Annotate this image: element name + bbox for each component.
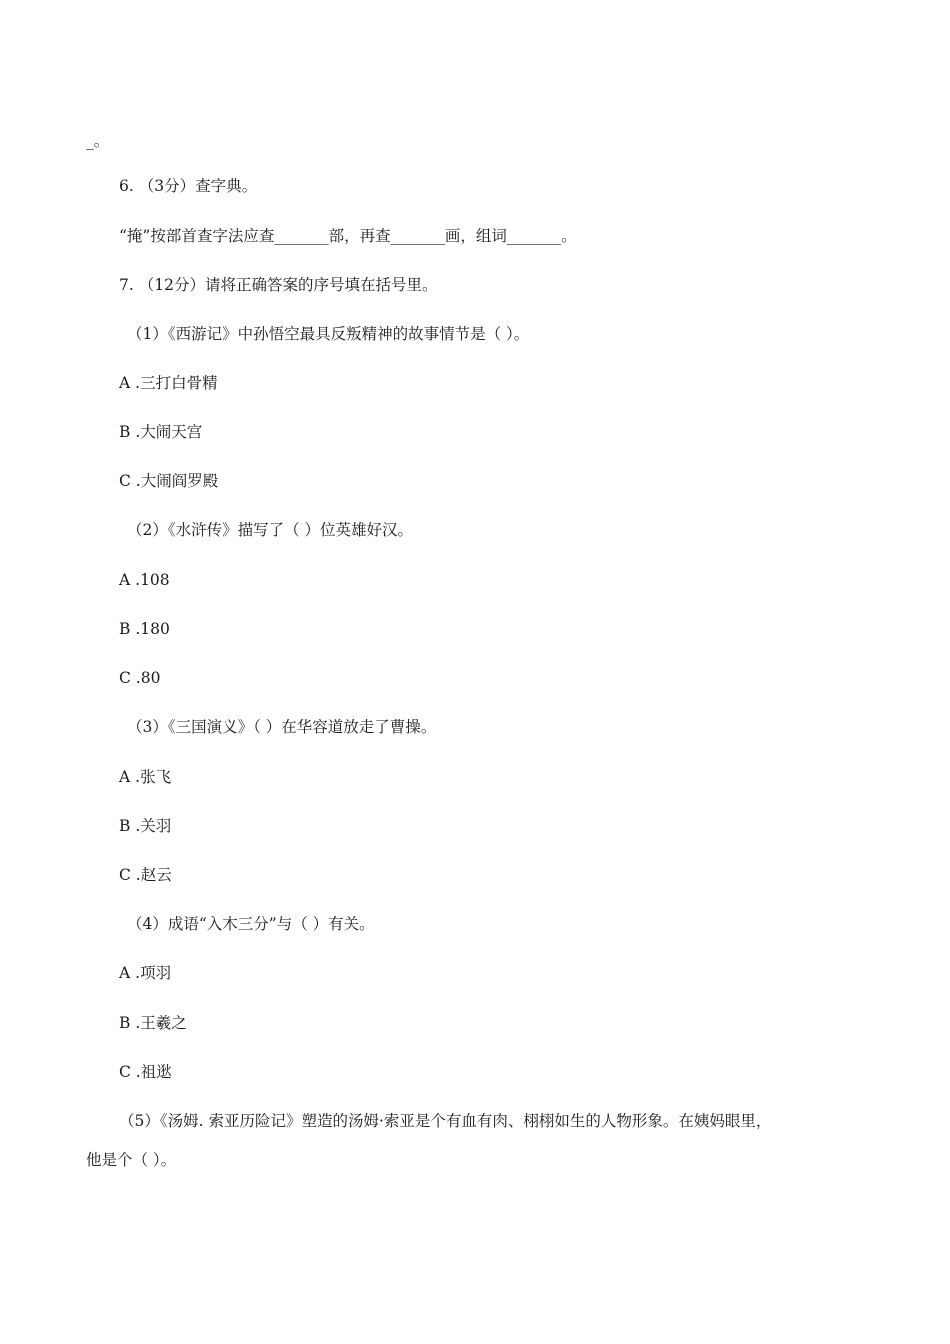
question-6-body: “掩”按部首查字法应查_______部，再查_______画，组词_______。: [119, 227, 577, 245]
option-text: 80: [140, 669, 161, 687]
option-letter: B .: [119, 423, 141, 441]
q7-part1-option-a: [119, 373, 218, 393]
option-letter: B .: [119, 620, 141, 638]
option-letter: C .: [119, 866, 141, 884]
q7-part5-stem-line2: 他是个（ ）。: [86, 1151, 177, 1169]
option-letter: A .: [119, 768, 141, 786]
option-text: 祖逖: [140, 1063, 172, 1081]
option-text: 张飞: [140, 768, 172, 786]
previous-question-fragment: _。: [86, 132, 110, 150]
option-letter: C .: [119, 1063, 141, 1081]
q7-part2-option-a: [119, 570, 170, 590]
option-text: 赵云: [140, 866, 172, 884]
option-text: 项羽: [140, 964, 172, 982]
question-7-header: 7. （12分）请将正确答案的序号填在括号里。: [119, 276, 438, 294]
q7-part1-option-b: [119, 422, 202, 442]
option-text: 大闹天宫: [140, 423, 203, 441]
q7-part4-stem: （4）成语“入木三分”与（ ）有关。: [127, 915, 375, 933]
q7-part4-option-b: [119, 1013, 187, 1033]
q7-part1-option-c: [119, 471, 218, 491]
option-letter: C .: [119, 472, 141, 490]
option-letter: B .: [119, 817, 141, 835]
q7-part3-option-c: [119, 865, 172, 885]
q7-part2-option-c: [119, 668, 160, 688]
q7-part4-option-a: [119, 963, 171, 983]
option-text: 关羽: [140, 817, 172, 835]
option-letter: A .: [119, 964, 141, 982]
q7-part3-option-a: [119, 767, 171, 787]
question-6-header: 6. （3分）查字典。: [119, 177, 258, 195]
q7-part2-stem: （2）《水浒传》描写了（ ）位英雄好汉。: [127, 521, 414, 539]
q7-part3-stem: （3）《三国演义》（ ）在华容道放走了曹操。: [127, 718, 437, 736]
q7-part2-option-b: [119, 619, 170, 639]
option-text: 三打白骨精: [140, 374, 218, 392]
option-text: 108: [140, 571, 170, 589]
option-letter: A .: [119, 374, 141, 392]
q7-part3-option-b: [119, 816, 171, 836]
option-text: 180: [140, 620, 170, 638]
option-letter: A .: [119, 571, 141, 589]
q7-part1-stem: （1）《西游记》中孙悟空最具反叛精神的故事情节是（ ）。: [127, 325, 530, 343]
option-text: 王羲之: [140, 1014, 187, 1032]
option-letter: C .: [119, 669, 141, 687]
q7-part4-option-c: [119, 1062, 172, 1082]
q7-part5-stem-line1: （5）《汤姆. 索亚历险记》塑造的汤姆·索亚是个有血有肉、栩栩如生的人物形象。在姨妈眼里，: [119, 1112, 772, 1130]
option-text: 大闹阎罗殿: [140, 472, 219, 490]
option-letter: B .: [119, 1014, 141, 1032]
